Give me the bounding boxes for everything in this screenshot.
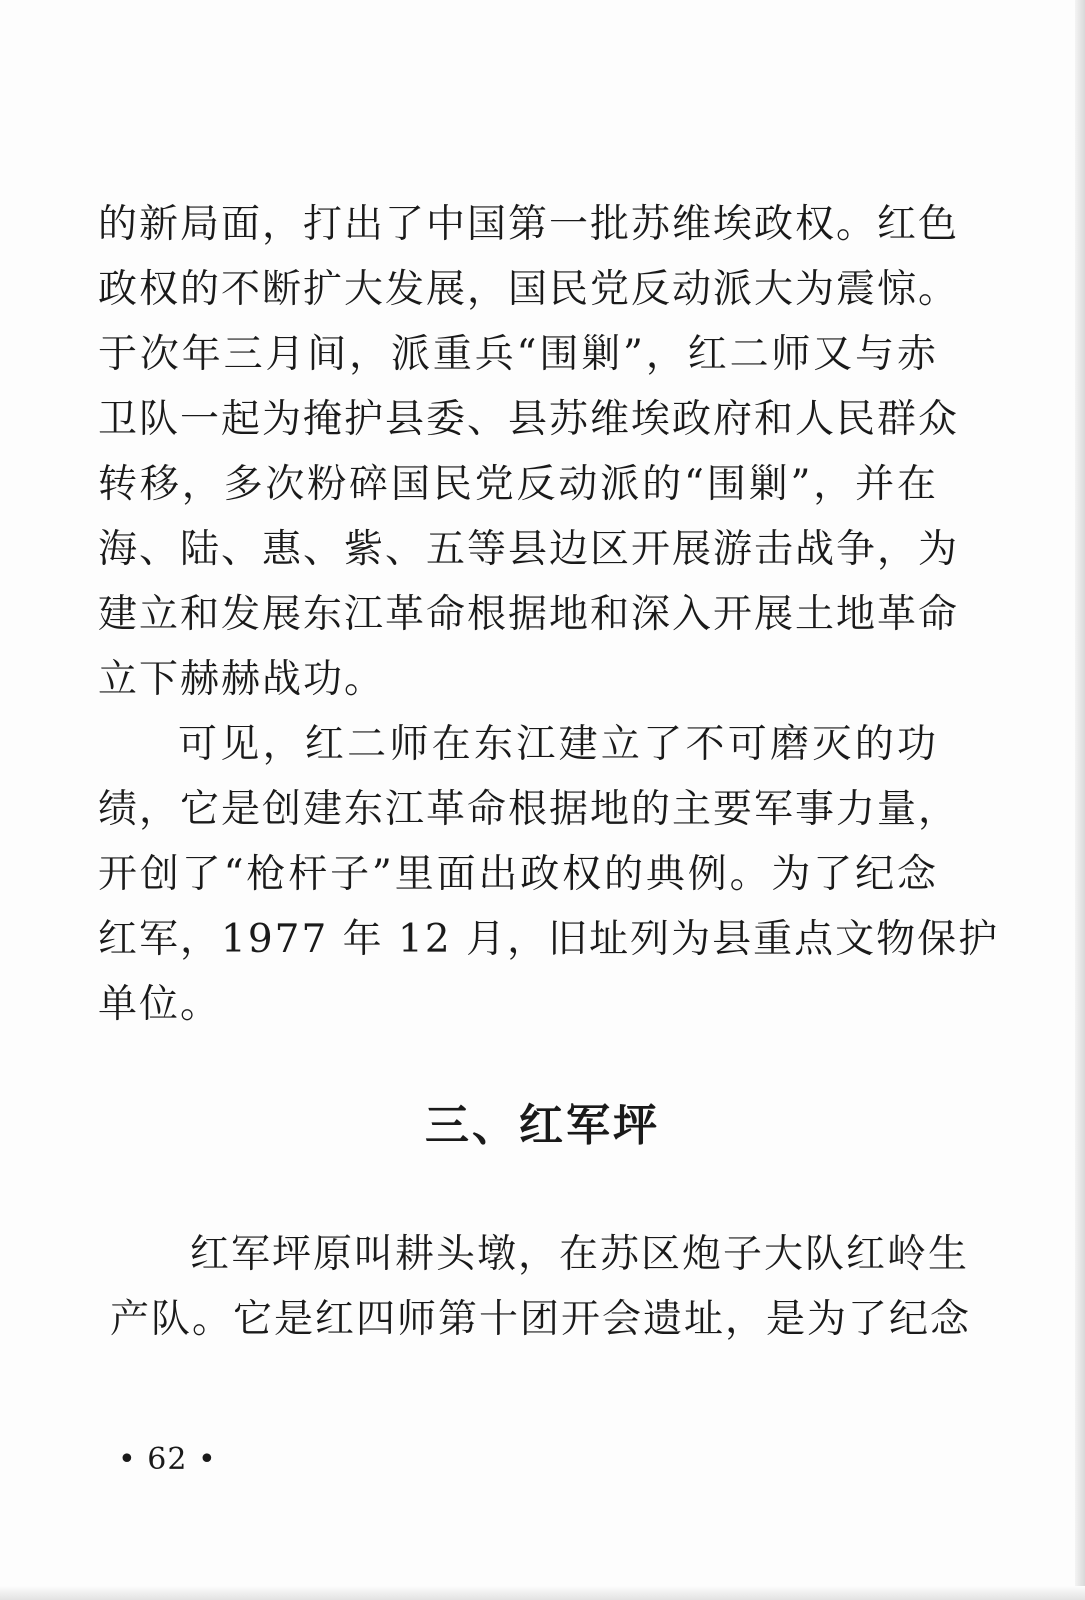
text-line: 开创了“枪杆子”里面出政权的典例。为了纪念 bbox=[98, 852, 938, 897]
text-line: 海、陆、惠、紫、五等县边区开展游击战争，为 bbox=[98, 527, 960, 572]
body-text bbox=[98, 192, 1000, 1037]
text-line: 立下赫赫战功。 bbox=[98, 657, 386, 702]
text-line: 产队。它是红四师第十团开会遗址，是为了纪念 bbox=[110, 1297, 972, 1342]
text-line: 卫队一起为掩护县委、县苏维埃政府和人民群众 bbox=[98, 397, 960, 442]
text-line: 可见，红二师在东江建立了不可磨灭的功 bbox=[178, 722, 938, 767]
text-line: 于次年三月间，派重兵“围剿”，红二师又与赤 bbox=[98, 332, 938, 377]
page-bottom-edge-shadow bbox=[0, 1586, 1085, 1600]
paragraph-red-army-ping bbox=[110, 1222, 972, 1352]
text-line: 政权的不断扩大发展，国民党反动派大为震惊。 bbox=[98, 267, 960, 312]
page-number: • 62 • bbox=[118, 1442, 217, 1477]
text-line: 转移，多次粉碎国民党反动派的“围剿”，并在 bbox=[98, 462, 938, 507]
text-line: 建立和发展东江革命根据地和深入开展土地革命 bbox=[98, 592, 960, 637]
text-line: 红军，1977 年 12 月，旧址列为县重点文物保护 bbox=[98, 917, 1000, 962]
page-right-edge-shadow bbox=[1075, 0, 1085, 1600]
text-line: 的新局面，打出了中国第一批苏维埃政权。红色 bbox=[98, 202, 960, 247]
text-line: 单位。 bbox=[98, 982, 222, 1027]
paragraph-continuation bbox=[98, 192, 960, 712]
text-line: 红军坪原叫耕头墩，在苏区炮子大队红岭生 bbox=[190, 1232, 970, 1277]
text-line: 绩，它是创建东江革命根据地的主要军事力量， bbox=[98, 787, 960, 832]
section-heading: 三、红军坪 bbox=[425, 1100, 660, 1151]
paragraph-conclusion bbox=[98, 712, 1000, 1037]
